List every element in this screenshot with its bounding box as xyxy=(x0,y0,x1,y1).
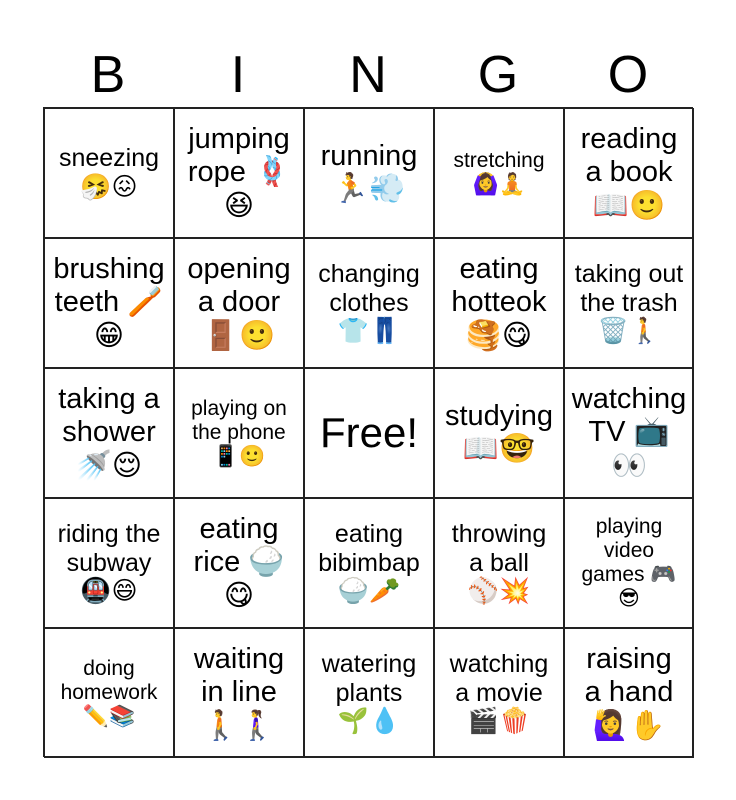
bingo-cell-text: jumping rope 🪢 😆 xyxy=(187,122,291,222)
bingo-cell[interactable] xyxy=(434,368,564,498)
bingo-cell-text: eating bibimbap 🍚🥕 xyxy=(318,519,420,606)
bingo-cell-text: taking out the trash 🗑️🚶 xyxy=(574,259,684,346)
free-space-cell[interactable] xyxy=(304,368,434,498)
bingo-cell-text: brushing teeth 🪥 😁 xyxy=(53,252,165,352)
bingo-cell-text: stretching 🙆‍♀️🧘 xyxy=(453,148,545,196)
bingo-cell[interactable] xyxy=(304,108,434,238)
bingo-cell[interactable] xyxy=(174,498,304,628)
bingo-cell[interactable] xyxy=(304,498,434,628)
bingo-cell-text: riding the subway 🚇😄 xyxy=(57,519,161,606)
bingo-cell-text: watching a movie 🎬🍿 xyxy=(449,649,549,736)
bingo-cell-text: reading a book 📖🙂 xyxy=(580,122,678,222)
header-letter-b: B xyxy=(90,46,126,104)
bingo-cell[interactable] xyxy=(44,368,174,498)
bingo-cell[interactable] xyxy=(564,108,694,238)
bingo-cell-text: eating hotteok 🥞😋 xyxy=(451,252,547,352)
header-letter-i: I xyxy=(230,46,246,104)
free-space-label: Free! xyxy=(319,408,419,456)
bingo-cell-text: running 🏃💨 xyxy=(320,139,418,205)
bingo-cell-text: opening a door 🚪🙂 xyxy=(187,252,291,352)
bingo-cell[interactable] xyxy=(174,108,304,238)
bingo-cell-text: waiting in line 🚶🚶‍♀️ xyxy=(193,642,285,742)
bingo-cell[interactable] xyxy=(564,498,694,628)
bingo-cell-text: taking a shower 🚿😌 xyxy=(58,382,160,482)
header-letter-o: O xyxy=(607,46,649,104)
bingo-cell-text: eating rice 🍚 😋 xyxy=(193,512,285,612)
bingo-cell[interactable] xyxy=(434,108,564,238)
bingo-cell-text: doing homework ✏️📚 xyxy=(60,656,158,729)
bingo-cell[interactable] xyxy=(44,498,174,628)
bingo-cell[interactable] xyxy=(304,628,434,758)
bingo-cell[interactable] xyxy=(44,108,174,238)
header-letter-n: N xyxy=(349,46,387,104)
bingo-cell[interactable] xyxy=(174,628,304,758)
bingo-cell[interactable] xyxy=(44,628,174,758)
bingo-cell[interactable] xyxy=(174,368,304,498)
bingo-card-grid xyxy=(43,107,693,757)
bingo-cell-text: playing video games 🎮 😎 xyxy=(581,514,677,611)
bingo-cell-text: watering plants 🌱💧 xyxy=(321,649,417,736)
bingo-cell[interactable] xyxy=(434,238,564,368)
bingo-cell-text: playing on the phone 📱🙂 xyxy=(191,396,287,469)
bingo-cell[interactable] xyxy=(564,238,694,368)
bingo-cell-text: changing clothes 👕👖 xyxy=(318,259,420,346)
header-letter-g: G xyxy=(477,46,519,104)
bingo-cell[interactable] xyxy=(44,238,174,368)
bingo-cell[interactable] xyxy=(304,238,434,368)
bingo-cell[interactable] xyxy=(434,628,564,758)
bingo-cell-text: studying 📖🤓 xyxy=(444,399,553,465)
bingo-cell-text: throwing a ball ⚾💥 xyxy=(451,519,547,606)
bingo-cell-text: raising a hand 🙋‍♀️✋ xyxy=(584,642,674,742)
bingo-cell-text: watching TV 📺 👀 xyxy=(571,382,687,482)
bingo-cell[interactable] xyxy=(564,628,694,758)
bingo-cell-text: sneezing 🤧😖 xyxy=(58,144,160,201)
bingo-header xyxy=(43,44,693,106)
bingo-cell[interactable] xyxy=(174,238,304,368)
bingo-cell[interactable] xyxy=(564,368,694,498)
bingo-cell[interactable] xyxy=(434,498,564,628)
